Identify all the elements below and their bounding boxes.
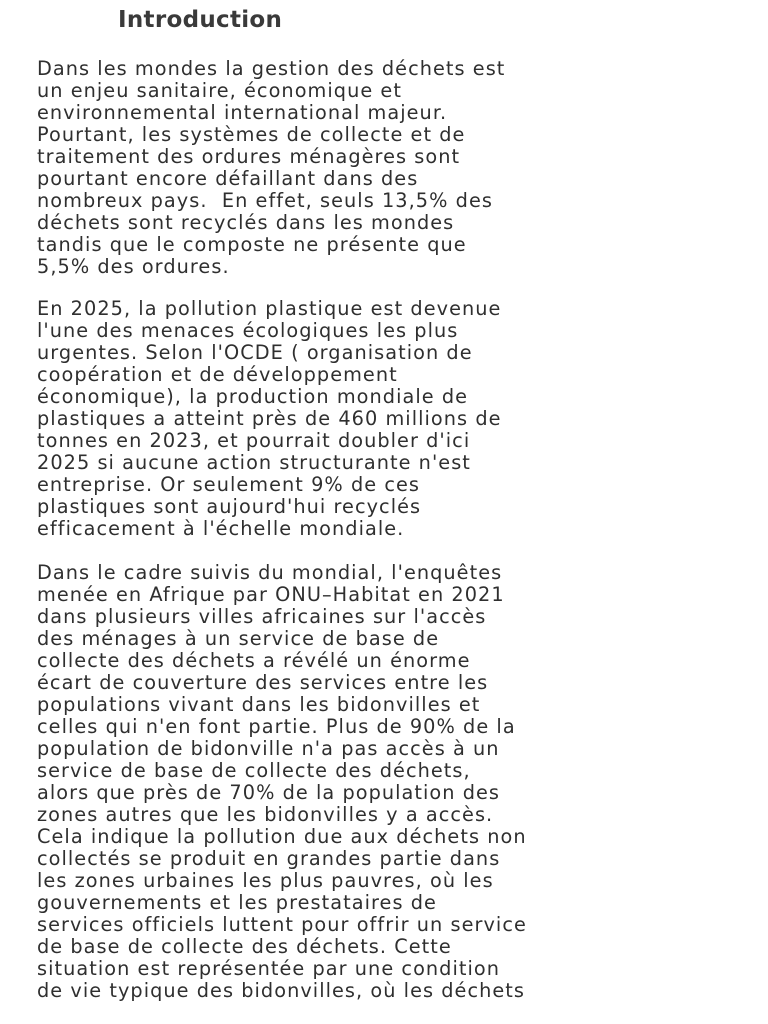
text-line: alors que près de 70% de la population des xyxy=(37,781,501,804)
text-line: Dans les mondes la gestion des déchets est xyxy=(37,57,506,80)
text-line: services officiels luttent pour offrir un service xyxy=(37,913,527,936)
text-line: plastiques sont aujourd'hui recyclés xyxy=(37,495,422,518)
text-line: économique), la production mondiale de xyxy=(37,385,469,408)
text-line: de base de collecte des déchets. Cette xyxy=(37,935,452,958)
text-line: Dans le cadre suivis du mondial, l'enquêtes xyxy=(37,561,503,584)
text-line: zones autres que les bidonvilles y a accès. xyxy=(37,803,494,826)
text-line: population de bidonville n'a pas accès à un xyxy=(37,737,500,760)
text-line: pourtant encore défaillant dans des xyxy=(37,167,419,190)
text-line: nombreux pays. En effet, seuls 13,5% des xyxy=(37,189,493,212)
text-line: entreprise. Or seulement 9% de ces xyxy=(37,473,420,496)
text-line: service de base de collecte des déchets, xyxy=(37,759,471,782)
text-line: populations vivant dans les bidonvilles et xyxy=(37,693,481,716)
text-line: 2025 si aucune action structurante n'est xyxy=(37,451,471,474)
text-line: des ménages à un service de base de xyxy=(37,627,440,650)
text-line: gouvernements et les prestataires de xyxy=(37,891,437,914)
text-line: dans plusieurs villes africaines sur l'accès xyxy=(37,605,487,628)
text-line: de vie typique des bidonvilles, où les déchets xyxy=(37,979,526,1002)
text-line: En 2025, la pollution plastique est devenue xyxy=(37,297,502,320)
text-line: déchets sont recyclés dans les mondes xyxy=(37,211,455,234)
paragraph-un-habitat-survey xyxy=(37,562,757,1002)
text-line: celles qui n'en font partie. Plus de 90% de la xyxy=(37,715,516,738)
section-title: Introduction xyxy=(118,7,283,33)
paragraph-waste-management xyxy=(37,58,757,278)
paragraph-plastic-pollution xyxy=(37,298,757,540)
text-line: Cela indique la pollution due aux déchets non xyxy=(37,825,527,848)
text-line: collectés se produit en grandes partie dans xyxy=(37,847,501,870)
text-line: Pourtant, les systèmes de collecte et de xyxy=(37,123,466,146)
text-line: tonnes en 2023, et pourrait doubler d'ici xyxy=(37,429,471,452)
text-line: les zones urbaines les plus pauvres, où les xyxy=(37,869,494,892)
text-line: 5,5% des ordures. xyxy=(37,255,230,278)
text-line: un enjeu sanitaire, économique et xyxy=(37,79,402,102)
text-line: tandis que le composte ne présente que xyxy=(37,233,467,256)
text-line: écart de couverture des services entre les xyxy=(37,671,489,694)
text-line: menée en Afrique par ONU–Habitat en 2021 xyxy=(37,583,505,606)
text-line: situation est représentée par une condition xyxy=(37,957,501,980)
text-line: efficacement à l'échelle mondiale. xyxy=(37,517,405,540)
text-line: urgentes. Selon l'OCDE ( organisation de xyxy=(37,341,473,364)
text-line: plastiques a atteint près de 460 millions de xyxy=(37,407,502,430)
text-line: coopération et de développement xyxy=(37,363,398,386)
text-line: collecte des déchets a révélé un énorme xyxy=(37,649,471,672)
text-line: l'une des menaces écologiques les plus xyxy=(37,319,459,342)
text-line: environnemental international majeur. xyxy=(37,101,448,124)
text-line: traitement des ordures ménagères sont xyxy=(37,145,461,168)
